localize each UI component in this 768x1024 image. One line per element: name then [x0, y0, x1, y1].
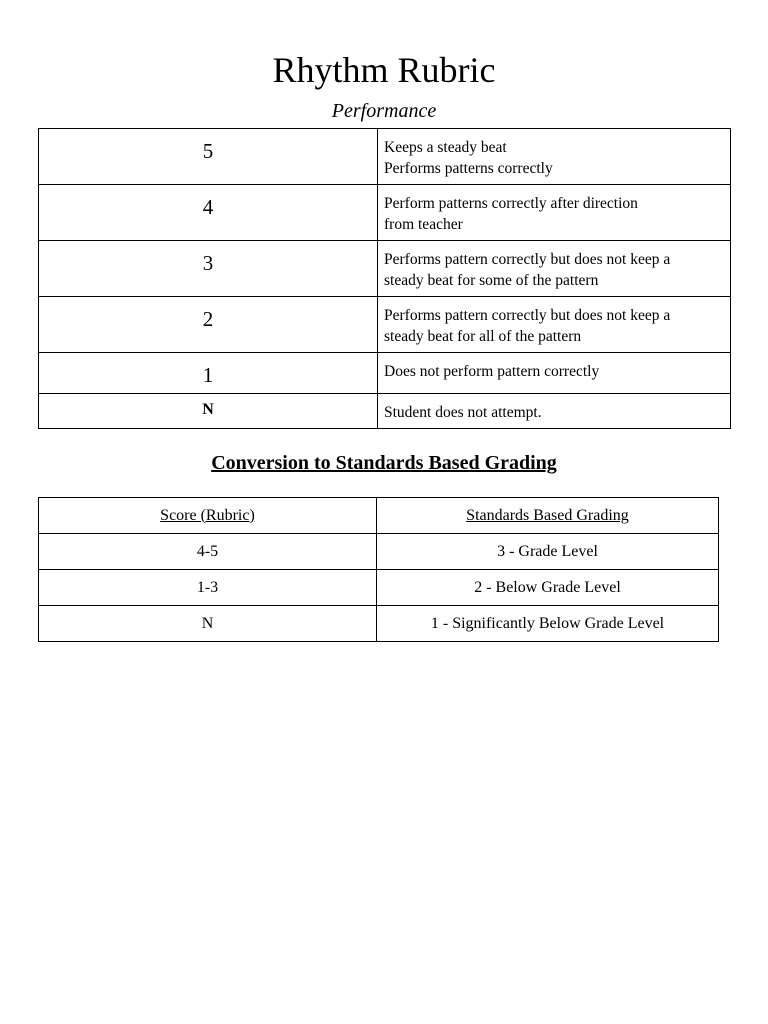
- conversion-row: [39, 570, 719, 606]
- conversion-grade-cell: 2 - Below Grade Level: [377, 570, 719, 606]
- rubric-row: [39, 394, 731, 429]
- rubric-description-line: Keeps a steady beat: [384, 139, 507, 156]
- rubric-description-cell: [378, 394, 731, 429]
- conversion-score-cell: 1-3: [39, 570, 377, 606]
- rubric-description-cell: [378, 185, 731, 241]
- rubric-table: [38, 128, 731, 429]
- rubric-description-cell: [378, 297, 731, 353]
- rubric-description-cell: [378, 353, 731, 394]
- conversion-row: [39, 606, 719, 642]
- rubric-score-cell: [39, 129, 378, 185]
- rubric-score: 3: [202, 251, 214, 275]
- rubric-description-line: Student does not attempt.: [384, 404, 542, 421]
- rubric-score: 4: [202, 195, 214, 219]
- rubric-row: [39, 353, 731, 394]
- rubric-description-line: Performs pattern correctly but does not keep a: [384, 251, 671, 268]
- rubric-score-cell: [39, 297, 378, 353]
- rubric-row: [39, 185, 731, 241]
- score-rubric-header: Score (Rubric): [160, 506, 255, 524]
- rubric-description-cell: [378, 241, 731, 297]
- rubric-description-line: steady beat for all of the pattern: [384, 328, 582, 345]
- conversion-score-cell: 4-5: [39, 534, 377, 570]
- rubric-description-line: from teacher: [384, 216, 463, 233]
- rubric-row: [39, 241, 731, 297]
- rubric-description-line: steady beat for some of the pattern: [384, 272, 599, 289]
- standards-grading-header: Standards Based Grading: [466, 506, 629, 524]
- rubric-score: 2: [202, 307, 214, 331]
- conversion-grade-cell: 1 - Significantly Below Grade Level: [377, 606, 719, 642]
- rubric-score-cell: [39, 353, 378, 394]
- conversion-row: [39, 534, 719, 570]
- conversion-heading: Conversion to Standards Based Grading: [211, 452, 557, 474]
- rubric-score: 5: [202, 139, 214, 163]
- conversion-header-row: [39, 498, 719, 534]
- conversion-grade-cell: 3 - Grade Level: [377, 534, 719, 570]
- conversion-score-cell: N: [39, 606, 377, 642]
- rubric-score-cell: [39, 241, 378, 297]
- conversion-header-cell: [377, 498, 719, 534]
- rubric-score-cell: [39, 394, 378, 429]
- rubric-description-line: Perform patterns correctly after direction: [384, 195, 638, 212]
- page-subtitle: Performance: [331, 100, 437, 122]
- rubric-score-cell: [39, 185, 378, 241]
- page-title: Rhythm Rubric: [272, 50, 496, 90]
- rubric-score: N: [202, 401, 214, 418]
- rubric-score: 1: [202, 363, 214, 387]
- rubric-description-cell: [378, 129, 731, 185]
- conversion-table: [38, 497, 719, 642]
- rubric-row: [39, 129, 731, 185]
- rubric-row: [39, 297, 731, 353]
- rubric-description-line: Performs patterns correctly: [384, 160, 553, 177]
- rubric-description-line: Performs pattern correctly but does not keep a: [384, 307, 671, 324]
- rubric-description-line: Does not perform pattern correctly: [384, 363, 600, 380]
- conversion-header-cell: [39, 498, 377, 534]
